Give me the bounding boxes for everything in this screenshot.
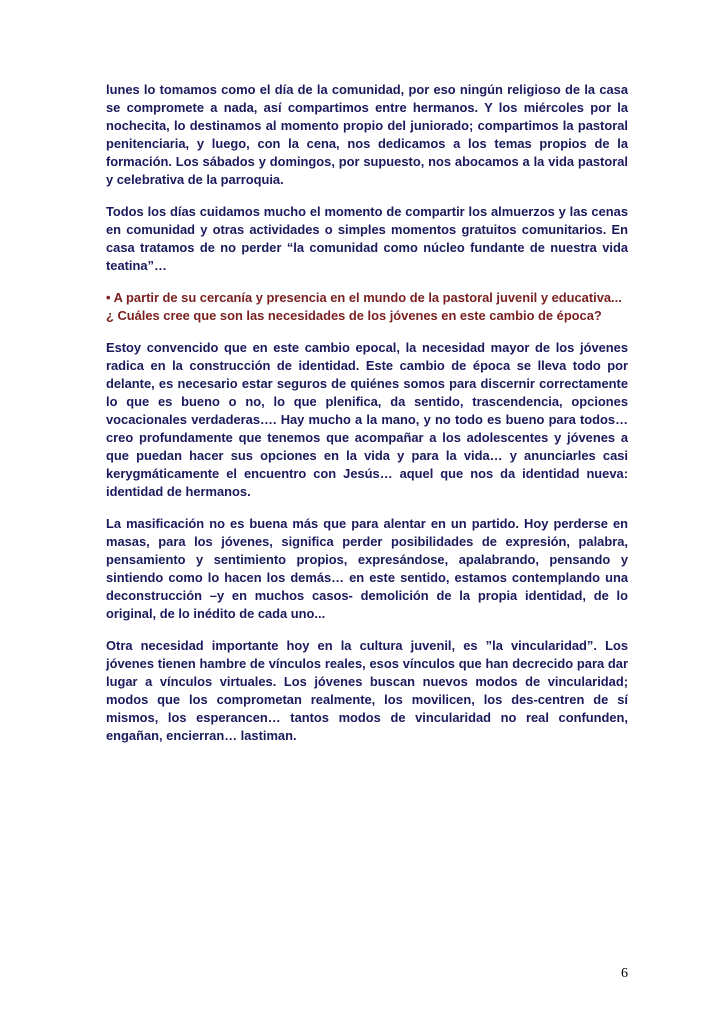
paragraph-vincularity: Otra necesidad importante hoy en la cultura juvenil, es ”la vincularidad”. Los jóvenes tienen hambre de vínculos reales, esos vínculos que han decrecido para dar lugar a vínculos virtuales. Los jóvenes buscan nuevos modos de vincularidad; modos que los comprometan realmente, los movilicen, los des-centren de sí mismos, los esperancen… tantos modos de vincularidad no real confunden, engañan, encierran… lastiman. (106, 638, 628, 743)
page-number: 6 (621, 966, 628, 981)
paragraph-massification: La masificación no es buena más que para alentar en un partido. Hoy perderse en masas, para los jóvenes, significa perder posibilidades de expresión, palabra, pensamiento y sentimiento propios, expresándose, apalabrando, pensando y sintiendo como lo hacen los demás… en este sentido, estamos contemplando una deconstrucción –y en muchos casos- demolición de la propia identidad, de lo original, de lo inédito de cada uno... (106, 516, 628, 621)
page-content (106, 81, 628, 759)
paragraph-identity: Estoy convencido que en este cambio epocal, la necesidad mayor de los jóvenes radica en la construcción de identidad. Este cambio de época se lleva todo por delante, es necesario estar seguros de quiénes somos para discernir correctamente lo que es bueno o no, lo que plenifica, da sentido, trascendencia, opciones vocacionales verdaderas…. Hay mucho a la mano, y no todo es bueno para todos… creo profundamente que tenemos que acompañar a los adolescentes y jóvenes a que puedan hacer sus opciones en la vida y para la vida… y anunciarles casi kerygmáticamente el encuentro con Jesús… aquel que nos da identidad nueva: identidad de hermanos. (106, 340, 628, 499)
paragraph-shared-meals: Todos los días cuidamos mucho el momento de compartir los almuerzos y las cenas en comunidad y otras actividades o simples momentos gratuitos comunitarios. En casa tratamos de no perder “la comunidad como núcleo fundante de nuestra vida teatina”… (106, 204, 628, 273)
interview-question: • A partir de su cercanía y presencia en el mundo de la pastoral juvenil y educativa... ¿ Cuáles cree que son las necesidades de los jóvenes en este cambio de época? (106, 290, 622, 323)
paragraph-community-schedule: lunes lo tomamos como el día de la comunidad, por eso ningún religioso de la casa se compromete a nada, así compartimos entre hermanos. Y los miércoles por la nochecita, lo destinamos al momento propio del juniorado; compartimos la pastoral penitenciaria, y luego, con la cena, nos dedicamos a los temas propios de la formación. Los sábados y domingos, por supuesto, nos abocamos a la vida pastoral y celebrativa de la parroquia. (106, 82, 628, 187)
